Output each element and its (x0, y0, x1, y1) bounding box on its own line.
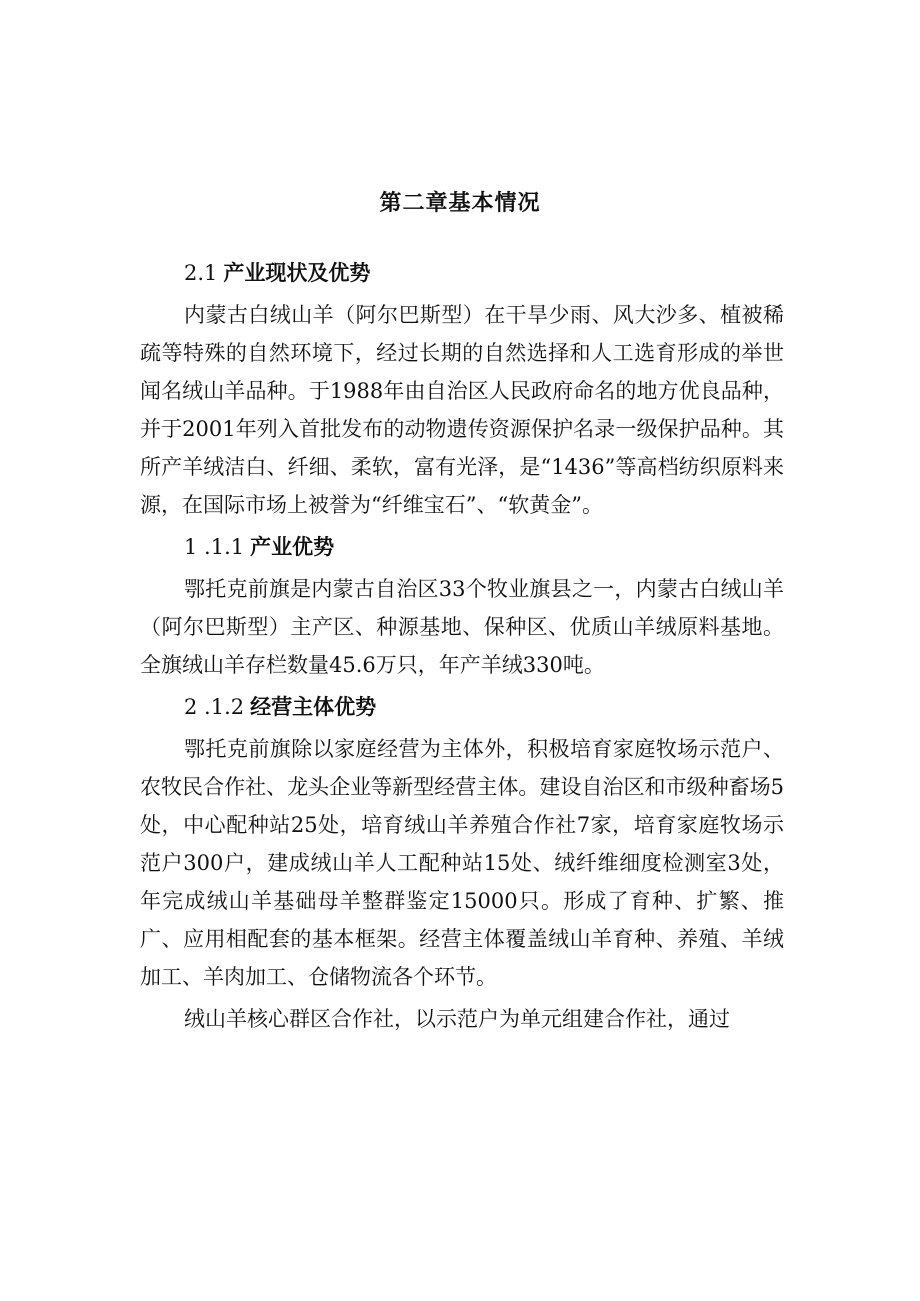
section-number: 2 .1.2 (184, 695, 245, 719)
section-number: 1 .1.1 (184, 535, 245, 559)
section-number: 2.1 (184, 261, 218, 285)
paragraph: 内蒙古白绒山羊（阿尔巴斯型）在干旱少雨、风大沙多、植被稀疏等特殊的自然环境下，经过长期的自然选择和人工选育形成的举世闻名绒山羊品种。于1988年由自治区人民政府命名的地方优良品种，并于2001年列入首批发布的动物遗传资源保护名录一级保护品种。其所产羊绒洁白、纤细、柔软，富有光泽，是“1436”等高档纺织原料来源，在国际市场上被誉为“纤维宝石”、“软黄金”。 (140, 303, 784, 517)
paragraph: 鄂托克前旗除以家庭经营为主体外，积极培育家庭牧场示范户、农牧民合作社、龙头企业等新型经营主体。建设自治区和市级种畜场5处，中心配种站25处，培育绒山羊养殖合作社7家，培育家庭牧场示范户300户，建成绒山羊人工配种站15处、绒纤维细度检测室3处，年完成绒山羊基础母羊整群鉴定15000只。形成了育种、扩繁、推广、应用相配套的基本框架。经营主体覆盖绒山羊育种、养殖、羊绒加工、羊肉加工、仓储物流各个环节。 (140, 737, 784, 989)
section-title: 产业现状及优势 (223, 260, 371, 285)
section-heading-2-1 (140, 254, 784, 292)
section-heading-2-1-2 (140, 688, 784, 726)
chapter-title: 第二章基本情况 (379, 190, 541, 216)
section-title: 产业优势 (250, 534, 335, 559)
paragraph: 绒山羊核心群区合作社，以示范户为单元组建合作社，通过 (184, 1007, 730, 1031)
section-heading-1-1-1 (140, 528, 784, 566)
document-body (140, 250, 784, 1042)
paragraph: 鄂托克前旗是内蒙古自治区33个牧业旗县之一，内蒙古白绒山羊（阿尔巴斯型）主产区、种源基地、保种区、优质山羊绒原料基地。全旗绒山羊存栏数量45.6万只，年产羊绒330吨。 (140, 577, 784, 677)
section-title: 经营主体优势 (250, 694, 377, 719)
